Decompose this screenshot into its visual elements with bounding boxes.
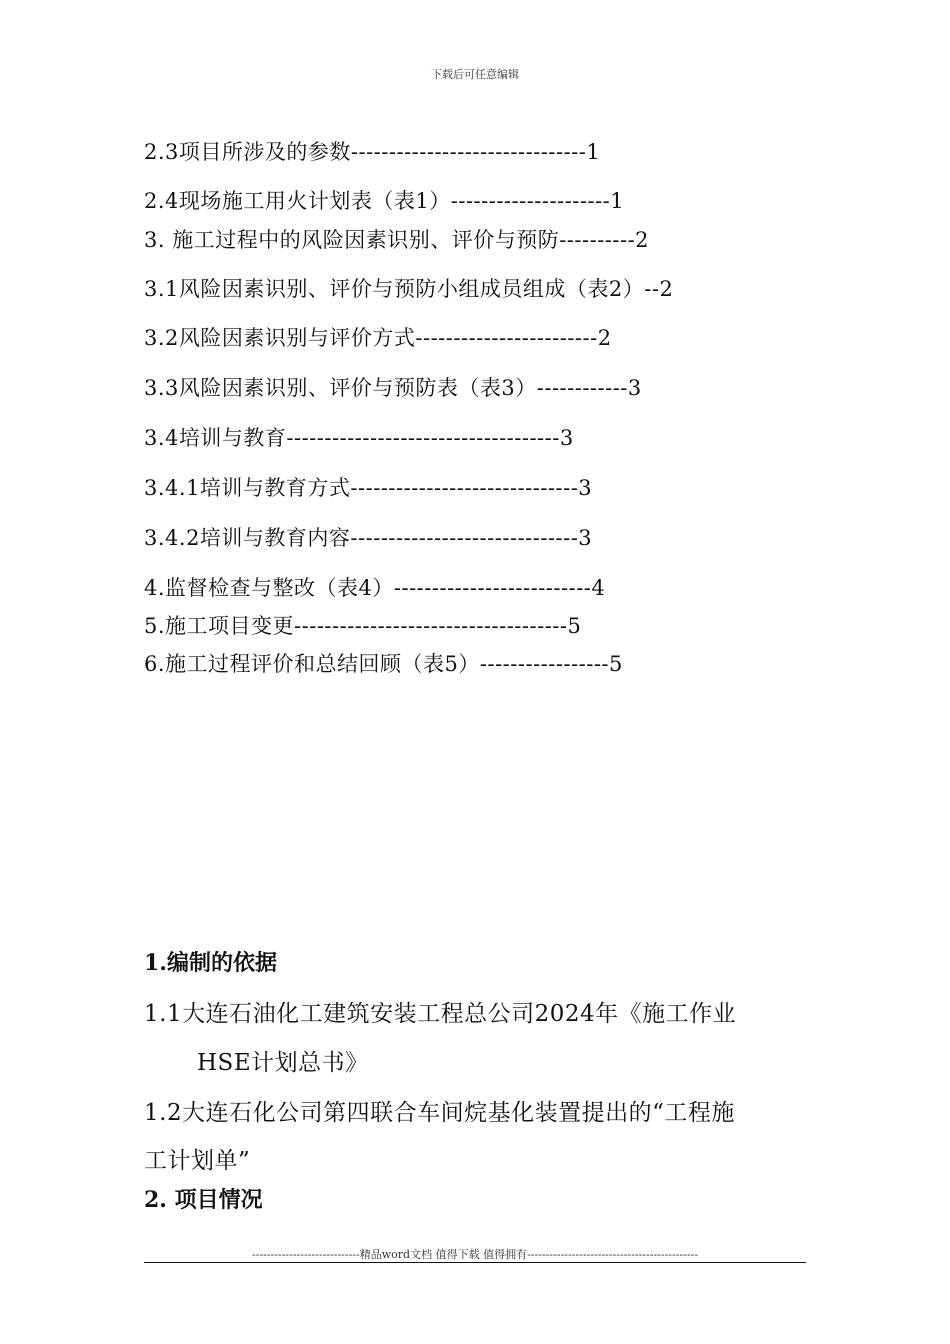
toc-entry: 3.2风险因素识别与评价方式------------------------2 (144, 326, 612, 350)
section-heading: 2. 项目情况 (144, 1187, 263, 1213)
footer-rule (144, 1262, 806, 1263)
toc-entry: 5.施工项目变更------------------------------------5 (144, 614, 582, 638)
toc-entry: 3.3风险因素识别、评价与预防表（表3）------------3 (144, 376, 642, 400)
toc-entry: 3.4培训与教育------------------------------------3 (144, 426, 574, 450)
toc-entry: 2.3项目所涉及的参数-------------------------------1 (144, 140, 601, 164)
toc-entry: 3.4.1培训与教育方式------------------------------3 (144, 476, 593, 500)
paragraph-line: HSE计划总书》 (197, 1050, 369, 1076)
toc-entry: 2.4现场施工用火计划表（表1）---------------------1 (144, 189, 625, 213)
paragraph-line: 1.2大连石化公司第四联合车间烷基化装置提出的“工程施 (144, 1100, 735, 1126)
page-header: 下载后可任意编辑 (431, 68, 519, 81)
toc-entry: 3.1风险因素识别、评价与预防小组成员组成（表2）--2 (144, 277, 674, 301)
paragraph-line: 工计划单” (144, 1148, 251, 1174)
toc-entry: 3. 施工过程中的风险因素识别、评价与预防----------2 (144, 228, 650, 252)
toc-entry: 4.监督检查与整改（表4）--------------------------4 (144, 576, 606, 600)
section-heading: 1.编制的依据 (144, 950, 277, 976)
page-footer: -----------------------------精品word文档 值得下载 值得拥有---------------------------------------------- (251, 1248, 699, 1261)
toc-entry: 6.施工过程评价和总结回顾（表5）-----------------5 (144, 652, 623, 676)
paragraph-line: 1.1大连石油化工建筑安装工程总公司2024年《施工作业 (144, 1001, 737, 1027)
toc-entry: 3.4.2培训与教育内容------------------------------3 (144, 526, 593, 550)
